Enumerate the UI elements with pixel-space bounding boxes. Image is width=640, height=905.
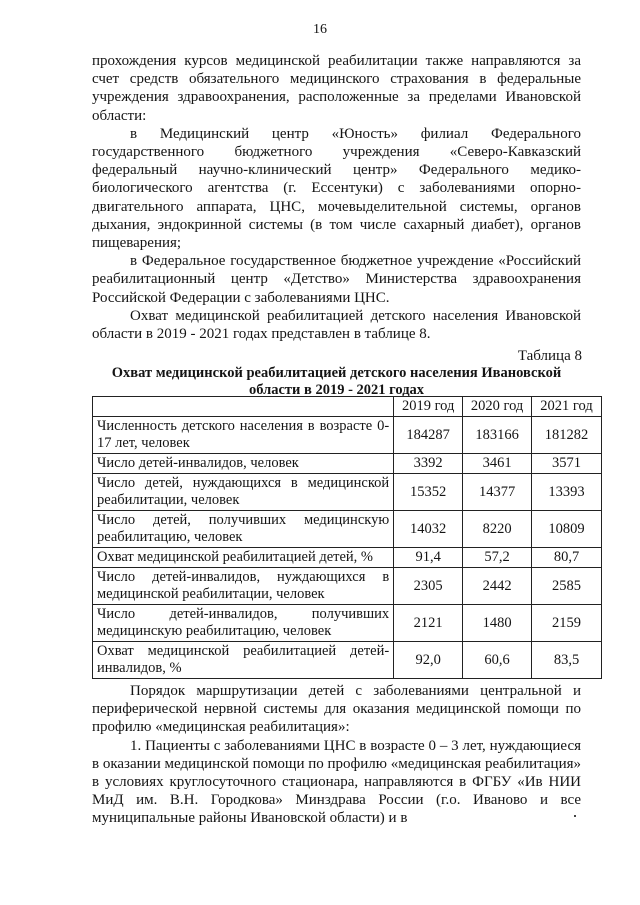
table-header-row [93, 397, 602, 417]
table-row [93, 417, 602, 454]
cell-value: 2305 [394, 568, 463, 605]
paragraph: в Федеральное государственное бюджетное учреждение «Российский реабилитационный центр «Детство» Министерства здравоохранения Российской Федерации с заболеваниями ЦНС. [92, 253, 581, 306]
paragraph: Охват медицинской реабилитацией детского населения Ивановской области в 2019 - 2021 годах представлен в таблице 8. [92, 307, 581, 343]
scan-speck [574, 815, 576, 817]
cell-value: 14377 [463, 474, 532, 511]
paragraph: Порядок маршрутизации детей с заболеваниями центральной и периферической нервной системы для оказания медицинской помощи по профилю «медицинская реабилитация»: [92, 683, 581, 736]
cell-value: 8220 [463, 511, 532, 548]
cell-value: 15352 [394, 474, 463, 511]
cell-value: 2121 [394, 605, 463, 642]
table-label: Таблица 8 [517, 348, 582, 364]
cell-value: 13393 [532, 474, 602, 511]
cell-value: 3571 [532, 454, 602, 474]
table-row [93, 548, 602, 568]
table-row [93, 605, 602, 642]
header-cell: 2020 год [463, 397, 532, 417]
row-label: Численность детского населения в возрасте 0-17 лет, человек [93, 417, 394, 454]
header-cell-blank [93, 397, 394, 417]
cell-value: 80,7 [532, 548, 602, 568]
cell-value: 2585 [532, 568, 602, 605]
page-number: 16 [313, 22, 327, 37]
cell-value: 57,2 [463, 548, 532, 568]
cell-value: 183166 [463, 417, 532, 454]
cell-value: 10809 [532, 511, 602, 548]
row-label: Число детей, нуждающихся в медицинской реабилитации, человек [93, 474, 394, 511]
cell-value: 3392 [394, 454, 463, 474]
paragraph: прохождения курсов медицинской реабилитации также направляются за счет средств обязательного медицинского страхования в федеральные учреждения здравоохранения, расположенные за пределами Ивановской области: [92, 53, 581, 124]
paragraph: в Медицинский центр «Юность» филиал Федерального государственного бюджетного учреждения «Северо-Кавказский федеральный научно-клинический центр» Федерального медико-биологического агентства (г. Ессентуки) с заболеваниями опорно-двигательного аппарата, ЦНС, мочевыделительной системы, органов дыхания, эндокринной системы (в том числе сахарный диабет), органов пищеварения; [92, 125, 581, 252]
outro-text [92, 682, 581, 828]
table-row [93, 568, 602, 605]
header-cell: 2021 год [532, 397, 602, 417]
row-label: Охват медицинской реабилитацией детей, % [93, 548, 394, 568]
row-label: Число детей, получивших медицинскую реабилитацию, человек [93, 511, 394, 548]
table-row [93, 642, 602, 679]
paragraph: 1. Пациенты с заболеваниями ЦНС в возрасте 0 – 3 лет, нуждающиеся в оказании медицинской помощи по профилю «медицинская реабилитация» в условиях круглосуточного стационара, направляются в ФГБУ «Ив НИИ МиД им. В.Н. Городкова» Минздрава России (г.о. Иваново и все муниципальные районы Ивановской области) и в [92, 737, 581, 827]
cell-value: 60,6 [463, 642, 532, 679]
cell-value: 3461 [463, 454, 532, 474]
cell-value: 2442 [463, 568, 532, 605]
header-cell: 2019 год [394, 397, 463, 417]
cell-value: 1480 [463, 605, 532, 642]
row-label: Охват медицинской реабилитацией детей-инвалидов, % [93, 642, 394, 679]
data-table [92, 396, 602, 679]
table-caption: Охват медицинской реабилитацией детского населения Ивановской области в 2019 - 2021 годах [111, 365, 562, 398]
intro-text [92, 52, 581, 343]
table-row [93, 511, 602, 548]
row-label: Число детей-инвалидов, получивших медицинскую реабилитацию, человек [93, 605, 394, 642]
row-label: Число детей-инвалидов, человек [93, 454, 394, 474]
cell-value: 92,0 [394, 642, 463, 679]
row-label: Число детей-инвалидов, нуждающихся в медицинской реабилитации, человек [93, 568, 394, 605]
cell-value: 83,5 [532, 642, 602, 679]
cell-value: 91,4 [394, 548, 463, 568]
cell-value: 2159 [532, 605, 602, 642]
table-row [93, 474, 602, 511]
cell-value: 181282 [532, 417, 602, 454]
cell-value: 14032 [394, 511, 463, 548]
cell-value: 184287 [394, 417, 463, 454]
table-row [93, 454, 602, 474]
